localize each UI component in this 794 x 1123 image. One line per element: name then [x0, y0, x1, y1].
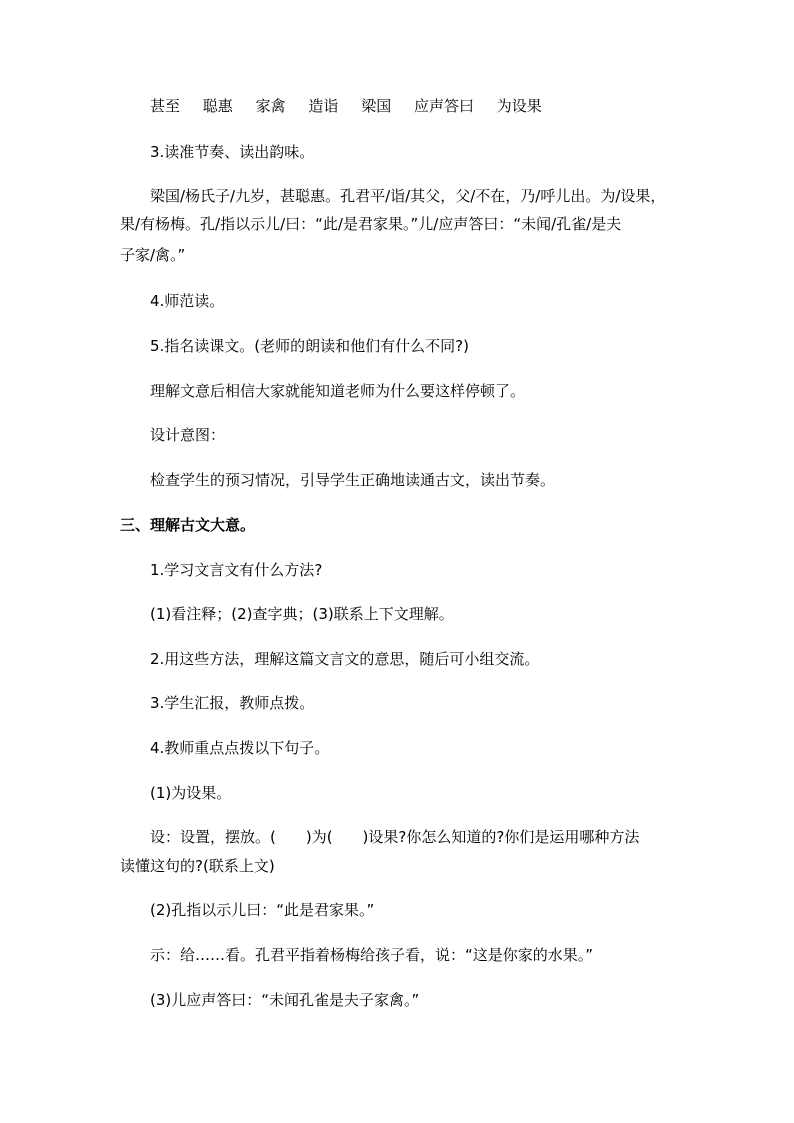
- vocab-word: 家禽: [255, 97, 286, 115]
- question-3: 3.学生汇报，教师点拨。: [150, 694, 315, 712]
- vocab-word: 梁国: [361, 97, 392, 115]
- step-5-text: 5.指名读课文。(老师的朗读和他们有什么不同?): [150, 337, 469, 355]
- sentence-1-explain-line-2: 读懂这句的?(联系上文): [120, 857, 275, 875]
- vocab-word: 甚至: [150, 97, 181, 115]
- question-4: 4.教师重点点拨以下句子。: [150, 739, 330, 757]
- rhythm-text-line-1: 梁国/杨氏子/九岁，甚聪惠。孔君平/诣/其父，父/不在，乃/呼儿出。为/设果，: [150, 187, 666, 205]
- sentence-2-explain: 示：给……看。孔君平指着杨梅给孩子看，说：“这是你家的水果。”: [150, 946, 594, 964]
- learning-methods: (1)看注释；(2)查字典；(3)联系上下文理解。: [150, 605, 454, 623]
- vocab-word: 为设果: [496, 97, 542, 115]
- rhythm-text-line-2: 果/有杨梅。孔/指以示儿/曰：“此/是君家果。”儿/应声答曰：“未闻/孔雀/是夫: [120, 215, 622, 233]
- step-4-text: 4.师范读。: [150, 292, 225, 310]
- step-3-heading: 3.读准节奏、读出韵味。: [150, 143, 315, 161]
- rhythm-text-line-3: 子家/禽。”: [120, 246, 186, 264]
- design-intent-text: 检查学生的预习情况，引导学生正确地读通古文，读出节奏。: [150, 471, 556, 489]
- understand-note: 理解文意后相信大家就能知道老师为什么要这样停顿了。: [150, 382, 526, 400]
- section-3-heading: 三、理解古文大意。: [120, 516, 256, 534]
- sentence-3: (3)儿应声答曰：“未闻孔雀是夫子家禽。”: [150, 991, 420, 1009]
- sentence-1-explain-line-1: 设：设置，摆放。( )为( )设果?你怎么知道的?你们是运用哪种方法: [150, 828, 640, 846]
- vocab-word: 应声答曰: [413, 97, 474, 115]
- vocab-word: 聪惠: [202, 97, 233, 115]
- question-1: 1.学习文言文有什么方法?: [150, 561, 323, 579]
- sentence-1: (1)为设果。: [150, 784, 232, 802]
- question-2: 2.用这些方法，理解这篇文言文的意思，随后可小组交流。: [150, 650, 540, 668]
- sentence-2: (2)孔指以示儿曰：“此是君家果。”: [150, 901, 375, 919]
- vocab-word-list: [150, 95, 542, 117]
- design-intent-label: 设计意图：: [150, 426, 226, 444]
- vocab-word: 造诣: [308, 97, 339, 115]
